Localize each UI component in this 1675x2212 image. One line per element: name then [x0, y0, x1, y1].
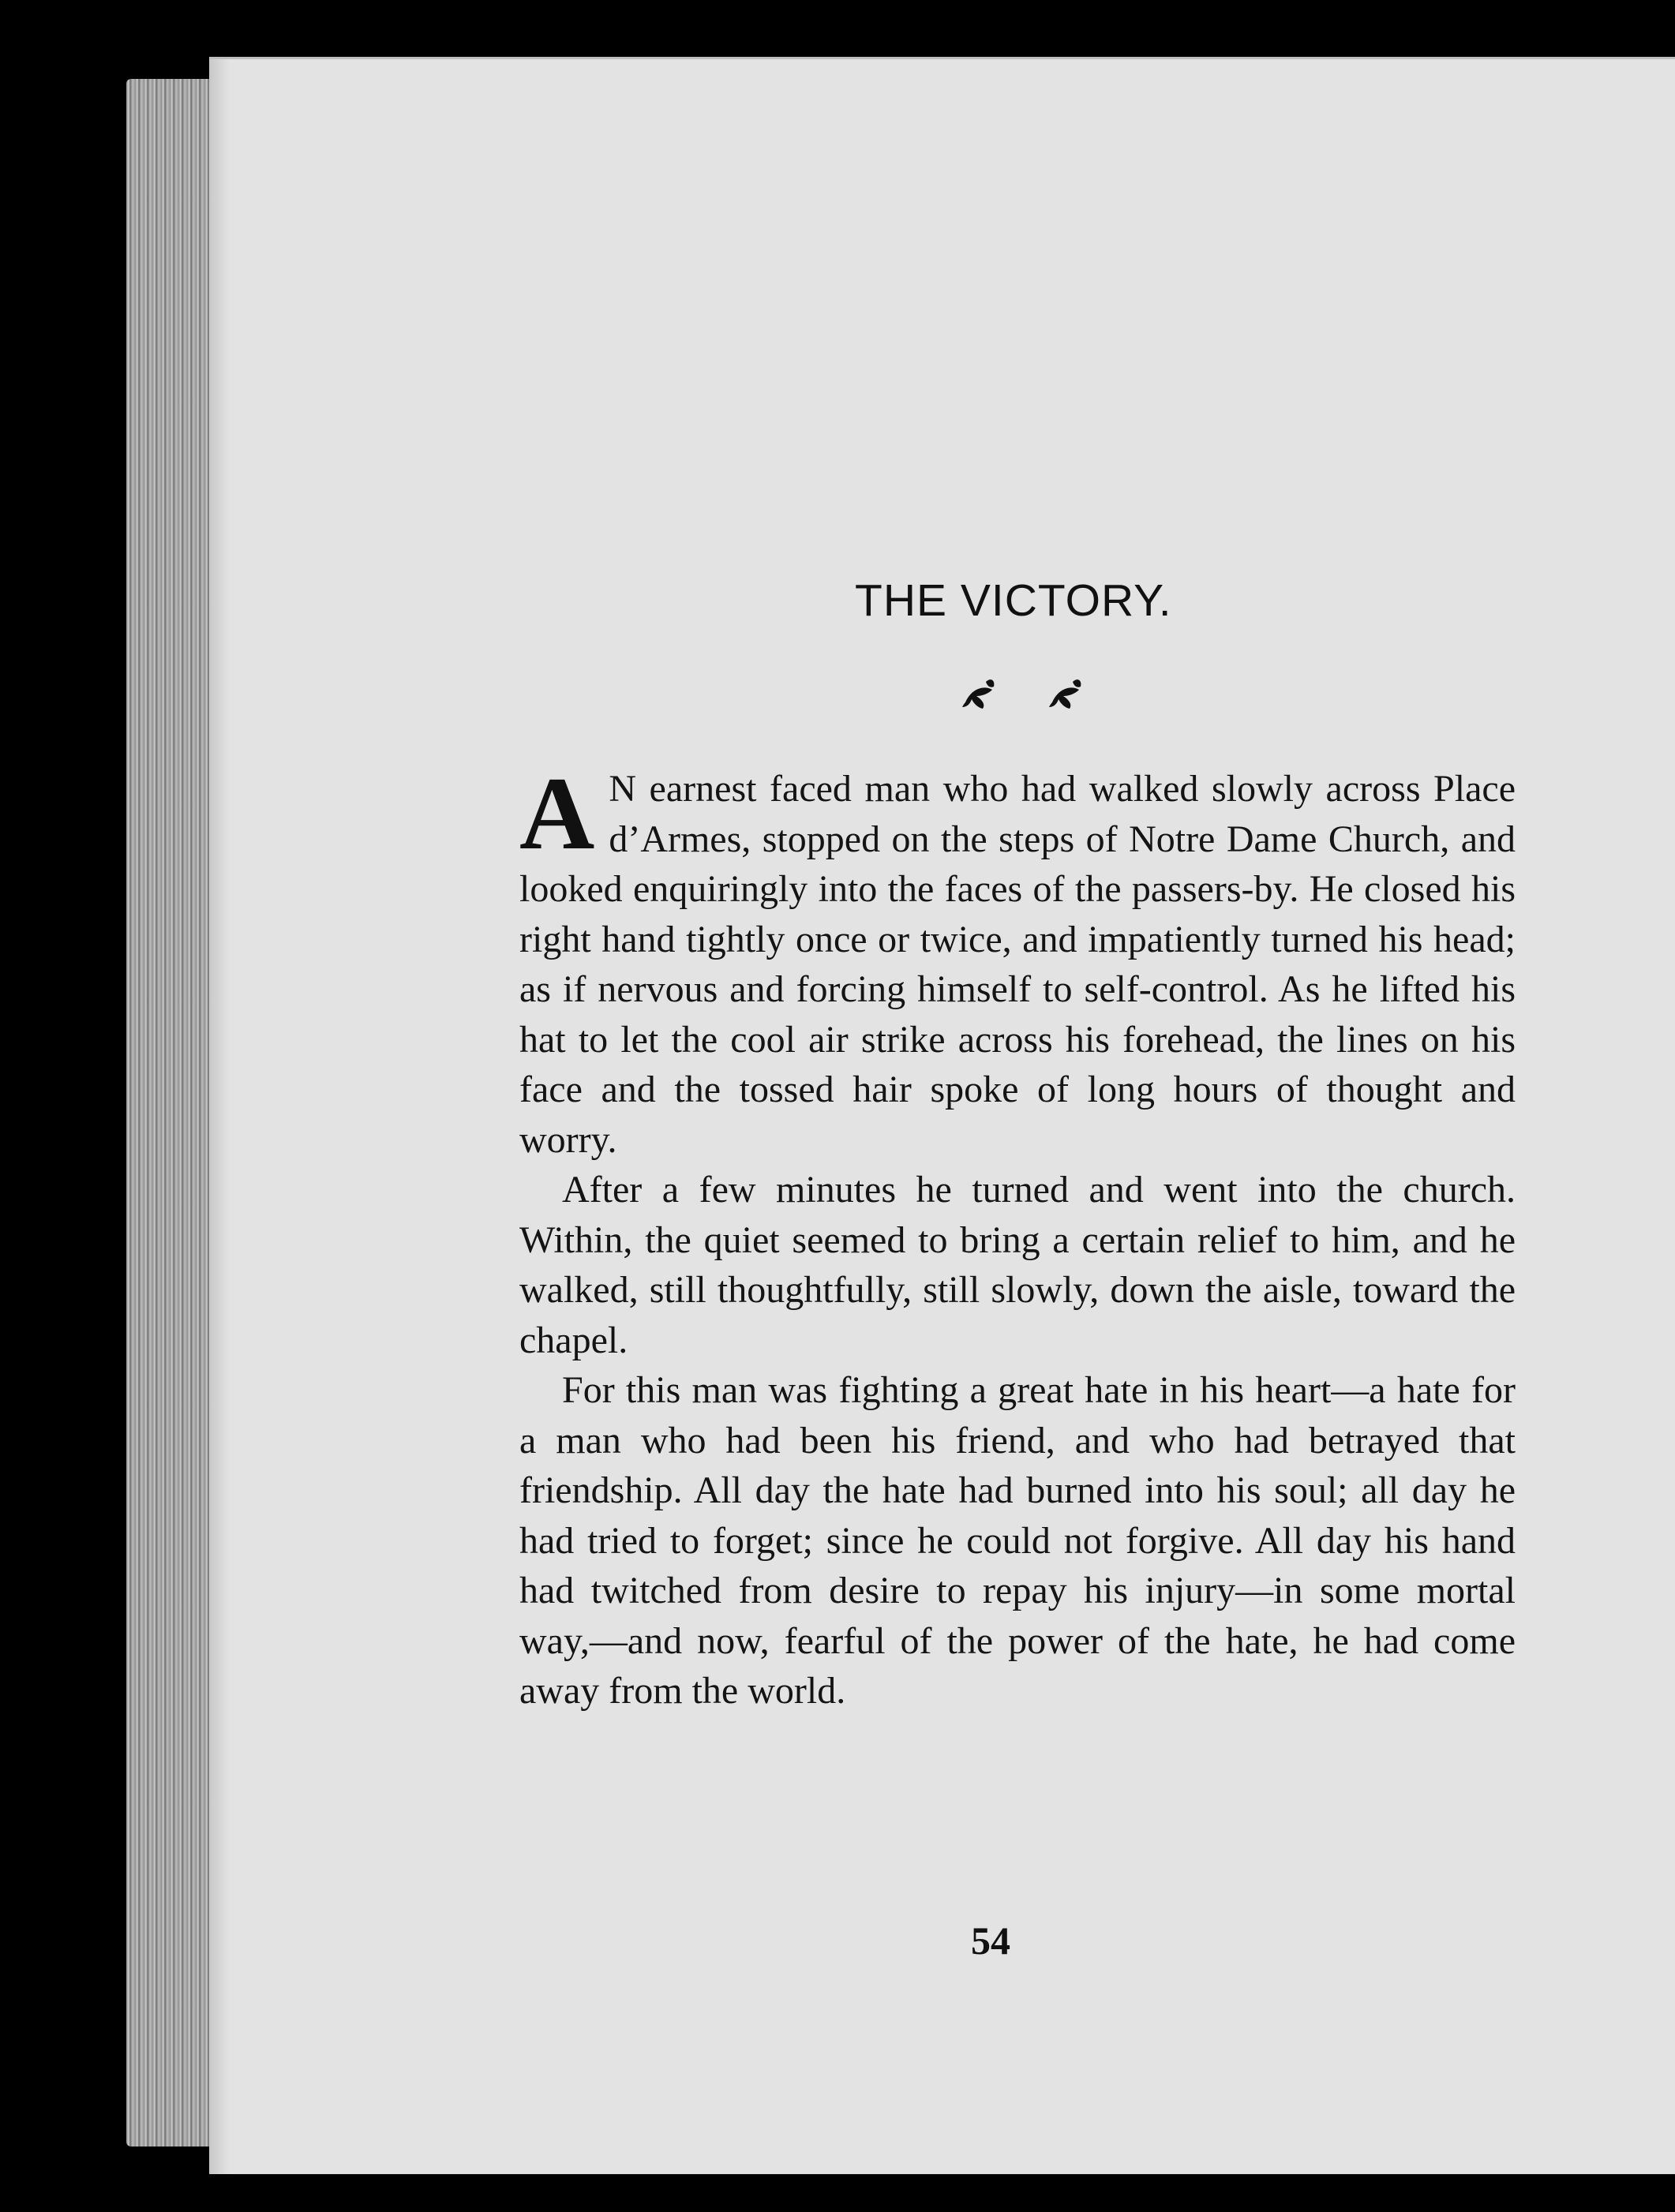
page-edges: [126, 79, 221, 2147]
gutter-shadow: [209, 59, 230, 2174]
drop-cap: A: [519, 755, 595, 871]
paragraph-3: For this man was fighting a great hate in his heart—a hate for a man who had been his friend, and who had betrayed that friendship. All day the hate had burned into his soul; all day he had tried to forget; since he could not forgive. All day his hand had twitched from desire to repay his injury—in some mortal way,—and now, fearful of the power of the hate, he had come away from the world.: [519, 1369, 1516, 1712]
paragraph-1: N earnest faced man who had walked slowly across Place d’Armes, stopped on the steps of Notre Dame Church, and looked enquiringly into the faces of the passers-by. He closed his right hand tightly once or twice, and impatiently turned his head; as if nervous and forcing himself to self-control. As he lifted his hat to let the cool air strike across his forehead, the lines on his face and the tossed hair spoke of long hours of thought and worry.: [519, 768, 1516, 1161]
paragraph-2: After a few minutes he turned and went into the church. Within, the quiet seemed to bring a certain relief to him, and he walked, still thoughtfully, still slowly, down the aisle, toward the chapel.: [519, 1169, 1516, 1361]
ornament-icon: [957, 672, 1100, 712]
chapter-title: THE VICTORY.: [855, 575, 1172, 626]
body-text: [519, 755, 1516, 1716]
page-number: 54: [971, 1918, 1010, 1963]
